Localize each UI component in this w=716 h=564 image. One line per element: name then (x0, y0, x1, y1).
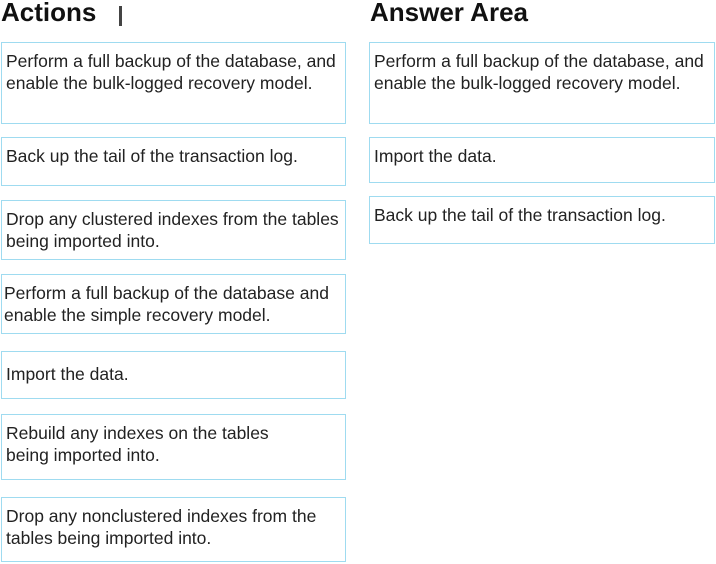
action-item-full-backup-simple[interactable] (1, 274, 346, 334)
answer-item-backup-tail-log[interactable] (369, 196, 715, 244)
answer-item-import-data[interactable] (369, 137, 715, 183)
action-item-label: Back up the tail of the transaction log. (6, 146, 298, 166)
answer-item-label: Import the data. (374, 146, 497, 166)
action-item-label: Drop any clustered indexes from the tables being imported into. (6, 209, 339, 251)
action-item-label: Drop any nonclustered indexes from the tables being imported into. (6, 506, 317, 548)
answer-item-label: Perform a full backup of the database, and enable the bulk-logged recovery model. (374, 51, 704, 93)
action-item-drop-clustered-indexes[interactable] (1, 200, 346, 260)
action-item-import-data[interactable] (1, 351, 346, 399)
action-item-rebuild-indexes[interactable] (1, 414, 346, 480)
action-item-label: Rebuild any indexes on the tables being imported into. (6, 423, 269, 465)
actions-heading: Actions (1, 0, 97, 27)
answer-item-label: Back up the tail of the transaction log. (374, 205, 666, 225)
answer-item-full-backup-bulk-logged[interactable] (369, 42, 715, 124)
text-cursor-caret (119, 6, 122, 26)
action-item-drop-nonclustered-indexes[interactable] (1, 497, 346, 562)
answer-area-heading: Answer Area (370, 0, 528, 27)
action-item-label: Import the data. (6, 364, 129, 384)
action-item-label: Perform a full backup of the database and enable the simple recovery model. (4, 283, 329, 325)
action-item-label: Perform a full backup of the database, and enable the bulk-logged recovery model. (6, 51, 336, 93)
action-item-full-backup-bulk-logged[interactable] (1, 42, 346, 124)
action-item-backup-tail-log[interactable] (1, 137, 346, 186)
